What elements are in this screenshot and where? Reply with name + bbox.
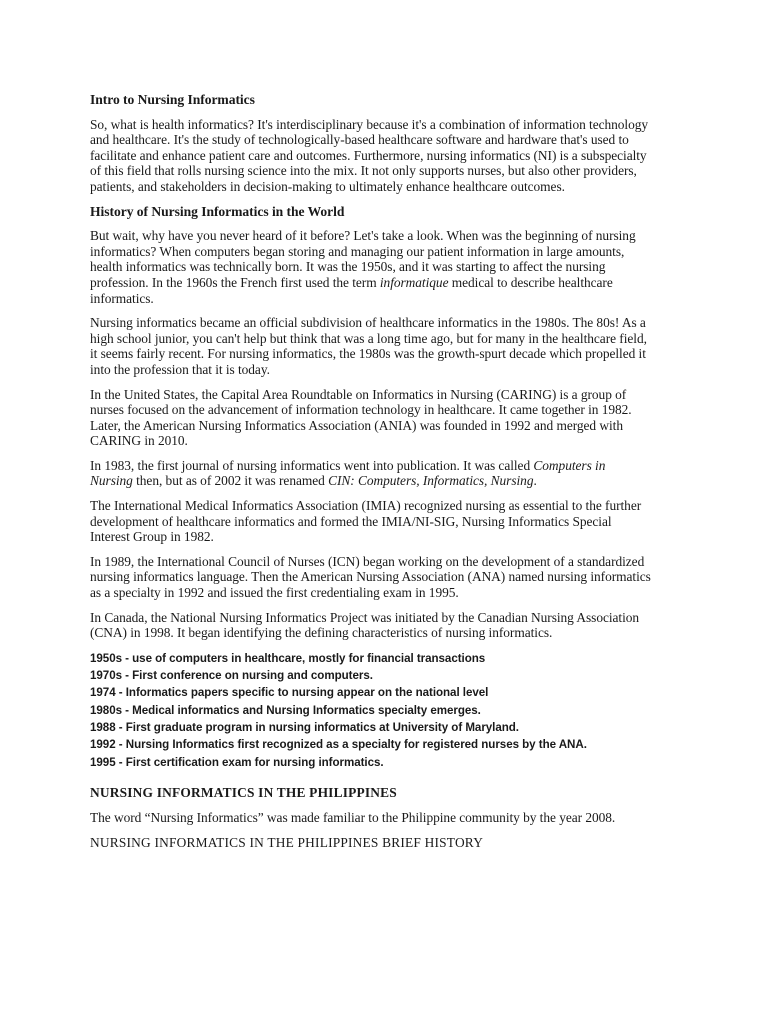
text-line: But wait, why have you never heard of it before? Let's take a look. When was the beginning of nursing xyxy=(90,228,636,244)
text-line: Interest Group in 1982. xyxy=(90,529,214,545)
timeline-item: 1988 - First graduate program in nursing informatics at University of Maryland. xyxy=(90,721,519,734)
text-line: into the profession that it is today. xyxy=(90,361,270,377)
timeline-item: 1974 - Informatics papers specific to nursing appear on the national level xyxy=(90,686,489,700)
text-run: In 1983, the first journal of nursing informatics went into publication. It was called xyxy=(90,457,534,473)
timeline-item: 1992 - Nursing Informatics first recognized as a specialty for registered nurses by the ANA. xyxy=(90,738,587,752)
italic-title: Nursing xyxy=(90,473,133,489)
history-paragraph-2 xyxy=(90,315,680,377)
timeline-item: 1995 - First certification exam for nursing informatics. xyxy=(90,755,384,769)
text-line: and healthcare. It's the study of technologically-based healthcare software and hardware that's used to xyxy=(90,132,629,148)
timeline-item: 1950s - use of computers in healthcare, mostly for financial transactions xyxy=(90,651,486,665)
italic-title: CIN: Computers, Informatics, Nursing xyxy=(328,473,534,489)
timeline-item: 1970s - First conference on nursing and computers. xyxy=(90,669,373,683)
timeline-item: 1980s - Medical informatics and Nursing Informatics specialty emerges. xyxy=(90,703,481,717)
text-line: informatics? When computers began storing and managing our patient information in large amounts, xyxy=(90,243,625,259)
text-line: Later, the American Nursing Informatics Association (ANIA) was founded in 1992 and merged with xyxy=(90,417,623,433)
history-paragraph-3 xyxy=(90,387,680,449)
text-line: of this field that rolls nursing science into the mix. It not only supports nurses, but also other providers, xyxy=(90,163,637,179)
text-line: In Canada, the National Nursing Informatics Project was initiated by the Canadian Nursing Association xyxy=(90,609,640,625)
text-line: facilitate and enhance patient care and outcomes. Furthermore, nursing informatics (NI) is a subspecialty xyxy=(90,147,647,163)
history-paragraph-7 xyxy=(90,610,680,641)
history-paragraph-1 xyxy=(90,228,680,306)
history-heading: History of Nursing Informatics in the World xyxy=(90,203,345,219)
text-run: profession. In the 1960s the French first used the term xyxy=(90,274,380,290)
text-line: it seems fairly recent. For nursing informatics, the 1980s was the growth-spurt decade which propelled it xyxy=(90,346,646,362)
text-line: Nursing informatics became an official subdivision of healthcare informatics in the 1980s. The 80s! As a xyxy=(90,315,646,331)
history-paragraph-4 xyxy=(90,458,680,489)
text-line: informatics. xyxy=(90,290,154,306)
text-line: patients, and stakeholders in decision-making to ultimately enhance healthcare outcomes. xyxy=(90,178,565,194)
text-line xyxy=(90,473,680,489)
history-paragraph-5 xyxy=(90,498,680,545)
intro-heading: Intro to Nursing Informatics xyxy=(90,92,255,107)
intro-paragraph xyxy=(90,117,680,195)
text-line: In 1989, the International Council of Nurses (ICN) began working on the development of a standardized xyxy=(90,553,645,569)
text-line: health informatics was technically born. It was the 1950s, and it was starting to affect the nursing xyxy=(90,259,606,275)
text-line: nursing informatics language. Then the American Nursing Association (ANA) named nursing informatics xyxy=(90,569,651,585)
text-line: development of healthcare informatics and formed the IMIA/NI-SIG, Nursing Informatics Special xyxy=(90,513,612,529)
text-line: high school junior, you can't help but think that was a long time ago, but for many in the healthcare field, xyxy=(90,330,647,346)
text-line xyxy=(90,458,680,474)
history-paragraph-6 xyxy=(90,554,680,601)
text-run: then, but as of 2002 it was renamed xyxy=(132,473,329,489)
text-line: (CNA) in 1998. It began identifying the defining characteristics of nursing informatics. xyxy=(90,625,553,641)
text-run: . xyxy=(533,473,537,489)
italic-term: informatique xyxy=(379,274,449,290)
document-page xyxy=(90,92,680,851)
text-line: nurses focused on the advancement of information technology in healthcare. It came together in 1982. xyxy=(90,402,632,418)
philippines-heading: NURSING INFORMATICS IN THE PHILIPPINES xyxy=(90,784,397,800)
italic-title: Computers in xyxy=(533,457,606,473)
text-line: The word “Nursing Informatics” was made familiar to the Philippine community by the year 2008. xyxy=(90,810,616,826)
text-line: In the United States, the Capital Area Roundtable on Informatics in Nursing (CARING) is a group of xyxy=(90,386,627,402)
brief-history-heading: NURSING INFORMATICS IN THE PHILIPPINES BRIEF HISTORY xyxy=(90,835,484,851)
timeline-list xyxy=(90,650,680,771)
text-line: The International Medical Informatics Association (IMIA) recognized nursing as essential to the further xyxy=(90,498,642,514)
text-line: So, what is health informatics? It's interdisciplinary because it's a combination of information technology xyxy=(90,116,649,132)
text-line xyxy=(90,275,680,291)
philippines-paragraph xyxy=(90,810,680,826)
text-run: medical to describe healthcare xyxy=(448,274,613,290)
text-line: CARING in 2010. xyxy=(90,433,188,449)
text-line: as a specialty in 1992 and issued the first credentialing exam in 1995. xyxy=(90,585,459,601)
